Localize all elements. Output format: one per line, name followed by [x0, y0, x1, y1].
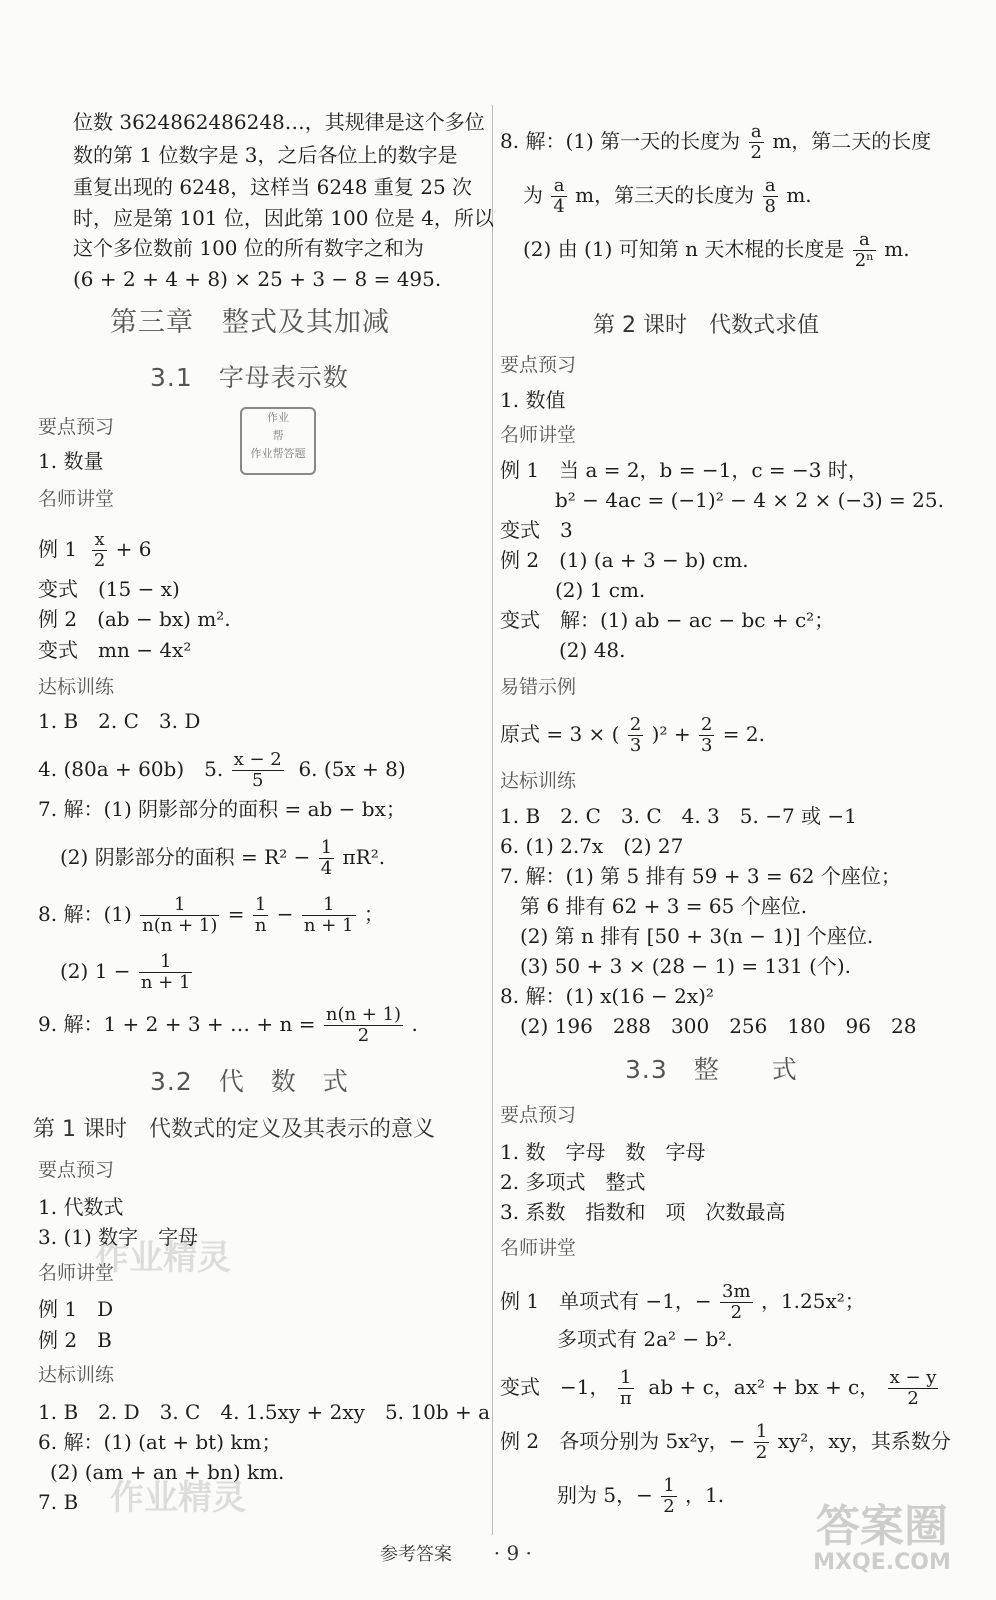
variant-1: 变式 (15 − x)	[38, 577, 180, 601]
answer-line: 3. (1) 数字 字母	[38, 1225, 199, 1249]
answer-7-3: (2) 第 n 排有 [50 + 3(n − 1)] 个座位.	[520, 924, 874, 948]
heading-dabiao: 达标训练	[500, 770, 577, 792]
example-1: 例 1 D	[38, 1297, 114, 1321]
answer-line: 1. 数量	[38, 449, 104, 473]
heading-yaodian: 要点预习	[38, 1159, 115, 1181]
lesson-2-title: 第 2 课时 代数式求值	[593, 313, 819, 338]
answer-6-2: (2) (am + an + bn) km.	[50, 1460, 285, 1484]
example-2-1: 例 2 (1) (a + 3 − b) cm.	[500, 548, 749, 572]
answers-1-5: 1. B 2. C 3. C 4. 3 5. −7 或 −1	[500, 804, 857, 828]
section-3-2-title: 3.2 代 数 式	[150, 1067, 349, 1096]
example-2: 例 2 B	[38, 1328, 112, 1352]
variant-2-1: 变式 解：(1) ab − ac − bc + c²；	[500, 608, 835, 632]
example-2-1: 例 2 各项分别为 5x²y，− $\frac{1}{2}$ xy²，xy，其系数分	[500, 1421, 951, 1463]
chapter-title: 第三章 整式及其加减	[110, 307, 390, 338]
lesson-1-title: 第 1 课时 代数式的定义及其表示的意义	[33, 1117, 435, 1142]
stamp-logo: 作业 帮 作业帮答题	[240, 407, 316, 475]
intro-line-4: 时，应是第 101 位，因此第 100 位是 4，所以	[73, 206, 494, 230]
page-footer	[380, 1540, 532, 1566]
watermark: 作业精灵	[95, 1238, 231, 1278]
answer-6-1: 6. 解：(1) (at + bt) km；	[38, 1430, 282, 1454]
example-1-2: b² − 4ac = (−1)² − 4 × 2 × (−3) = 25.	[555, 488, 944, 512]
answers-4-6: 4. (80a + 60b) 5. $\frac{x - 2}{5}$ 6. (5x + 8)	[38, 749, 406, 791]
heading-yaodian: 要点预习	[500, 1104, 577, 1126]
answer-8-2: 为 $\frac{a}{4}$ m，第三天的长度为 $\frac{a}{8}$ m.	[523, 175, 812, 217]
answer-6: 6. (1) 2.7x (2) 27	[500, 834, 684, 858]
example-2-2: (2) 1 cm.	[555, 578, 646, 602]
example-2-2: 别为 5，− $\frac{1}{2}$ ，1.	[557, 1475, 725, 1517]
heading-mingshi: 名师讲堂	[38, 1262, 115, 1284]
answer-7-2: (2) 阴影部分的面积 = R² − $\frac{1}{4}$ πR².	[60, 837, 386, 879]
answer-line: 1. 数 字母 数 字母	[500, 1140, 706, 1164]
variant: 变式 −1， $\frac{1}{\pi}$ ab + c，ax² + bx + c， $\frac{x - y}{2}$	[500, 1367, 937, 1409]
answer-line: 1. 数值	[500, 388, 566, 412]
section-3-3-title: 3.3 整 式	[625, 1055, 798, 1084]
heading-mingshi: 名师讲堂	[38, 488, 115, 510]
example-1-1: 例 1 单项式有 −1，− $\frac{3m}{2}$ ，1.25x²；	[500, 1281, 865, 1323]
heading-dabiao: 达标训练	[38, 676, 115, 698]
answer-line: 2. 多项式 整式	[500, 1170, 646, 1194]
answer-8-2: (2) 1 − $\frac{1}{n + 1}$	[60, 951, 191, 993]
heading-yicuo: 易错示例	[500, 676, 577, 698]
answer-8-1: 8. 解：(1) x(16 − 2x)²	[500, 984, 714, 1008]
answer-line: 3. 系数 指数和 项 次数最高	[500, 1200, 786, 1224]
answer-7-4: (3) 50 + 3 × (28 − 1) = 131 (个).	[520, 954, 852, 978]
error-example: 原式 = 3 × ( $\frac{2}{3}$ )² + $\frac{2}{3}$ = 2.	[500, 714, 765, 756]
heading-mingshi: 名师讲堂	[500, 424, 577, 446]
answer-7-1: 7. 解：(1) 第 5 排有 59 + 3 = 62 个座位；	[500, 864, 901, 888]
answer-7-1: 7. 解：(1) 阴影部分的面积 = ab − bx；	[38, 797, 406, 821]
variant-2: 变式 mn − 4x²	[38, 638, 192, 662]
answer-8-1: 8. 解：(1) 第一天的长度为 $\frac{a}{2}$ m，第二天的长度	[500, 121, 932, 163]
page-number: · 9 ·	[493, 1541, 532, 1565]
answer-line: 1. 代数式	[38, 1195, 124, 1219]
example-1-2: 多项式有 2a² − b².	[557, 1327, 733, 1351]
intro-line-2: 数的第 1 位数字是 3，之后各位上的数字是	[73, 143, 458, 167]
answer-8-2: (2) 196 288 300 256 180 96 28	[520, 1014, 917, 1038]
answer-7-2: 第 6 排有 62 + 3 = 65 个座位.	[520, 894, 808, 918]
heading-mingshi: 名师讲堂	[500, 1237, 577, 1259]
example-1-1: 例 1 当 a = 2，b = −1，c = −3 时，	[500, 458, 868, 482]
intro-line-6: (6 + 2 + 4 + 8) × 25 + 3 − 8 = 495.	[73, 267, 442, 291]
fraction: $\frac{x}{2}$	[93, 529, 106, 571]
heading-yaodian: 要点预习	[500, 354, 577, 376]
answer-9: 9. 解：1 + 2 + 3 + … + n = $\frac{n(n + 1)}{2}$ .	[38, 1004, 418, 1046]
column-divider	[492, 105, 493, 1535]
intro-line-3: 重复出现的 6248，这样当 6248 重复 25 次	[73, 175, 473, 199]
example-1: 例 1 $\frac{x}{2}$ + 6	[38, 529, 152, 571]
site-logo-watermark: 答案圈 MXQE.COM	[813, 1501, 951, 1575]
footer-label: 参考答案	[380, 1544, 452, 1565]
answers-1-3: 1. B 2. C 3. D	[38, 709, 201, 733]
section-3-1-title: 3.1 字母表示数	[150, 363, 349, 392]
example-2: 例 2 (ab − bx) m².	[38, 607, 231, 631]
intro-line-5: 这个多位数前 100 位的所有数字之和为	[73, 236, 424, 260]
heading-yaodian: 要点预习	[38, 416, 115, 438]
answer-8-3: (2) 由 (1) 可知第 n 天木棍的长度是 $\frac{a}{\text{2ⁿ}}$ m.	[523, 229, 910, 271]
variant-1: 变式 3	[500, 518, 573, 542]
answer-8-1: 8. 解：(1) $\frac{1}{n(n + 1)}$ = $\frac{1}{n}$ − $\frac{1}{n + 1}$ ；	[38, 894, 384, 936]
answer-7: 7. B	[38, 1490, 79, 1514]
intro-line-1: 位数 3624862486248…，其规律是这个多位	[73, 110, 485, 134]
answers-1-5: 1. B 2. D 3. C 4. 1.5xy + 2xy 5. 10b + a	[38, 1400, 491, 1424]
watermark: 作业精灵	[110, 1478, 246, 1518]
heading-dabiao: 达标训练	[38, 1364, 115, 1386]
variant-2-2: (2) 48.	[559, 638, 626, 662]
